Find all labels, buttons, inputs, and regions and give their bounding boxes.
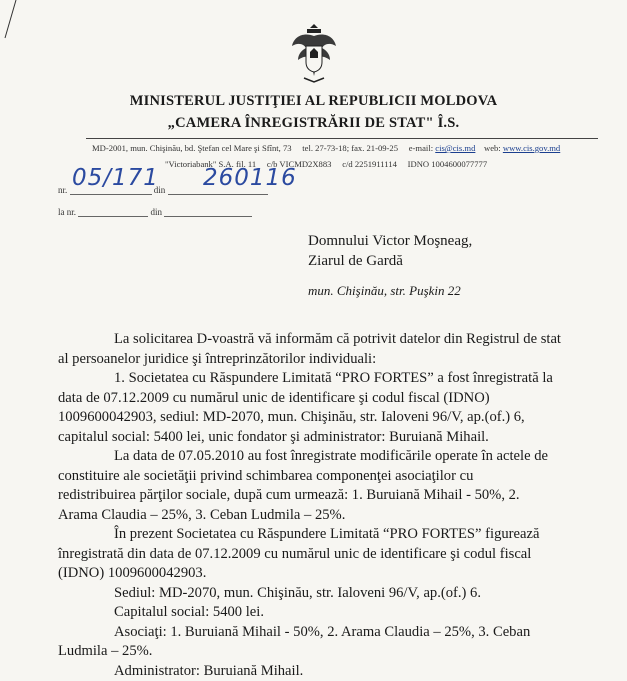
handwritten-number: 05/171 <box>72 165 159 191</box>
ministry-name: MINISTERUL JUSTIŢIEI AL REPUBLICII MOLDOVA <box>0 93 627 110</box>
email-link[interactable]: cis@cis.md <box>435 143 475 153</box>
recipient-address: mun. Chişinău, str. Puşkin 22 <box>308 283 461 299</box>
body-line: constituire ale societăţii privind schimbarea componenţei asociaţilor cu <box>58 467 610 487</box>
bank-code: c/b VICMD2X883 <box>267 159 332 169</box>
body-line: redistribuirea părţilor sociale, după cum urmează: 1. Buruiană Mihail - 50%, 2. <box>58 486 610 506</box>
body-line: Arama Claudia – 25%, 3. Ceban Ludmila – 25%. <box>58 506 610 526</box>
idno-code: IDNO 1004600077777 <box>408 159 488 169</box>
nr-label: nr. <box>58 185 67 195</box>
body-line: 1009600042903, sediul: MD-2070, mun. Chişinău, str. Ialoveni 96/V, ap.(of.) 6, <box>58 408 610 428</box>
header-divider <box>86 138 598 139</box>
body-line: 1. Societatea cu Răspundere Limitată “PRO FORTES” a fost înregistrată la <box>58 369 610 389</box>
contact-phone: tel. 27-73-18; fax. 21-09-25 <box>302 143 398 153</box>
contact-address: MD-2001, mun. Chişinău, bd. Ştefan cel Mare şi Sfînt, 73 <box>92 143 292 153</box>
recipient-name: Domnului Victor Moşneag, <box>308 233 472 250</box>
bank-account: c/d 2251911114 <box>342 159 397 169</box>
body-line: Asociaţi: 1. Buruiană Mihail - 50%, 2. Arama Claudia – 25%, 3. Ceban <box>58 623 610 643</box>
pen-mark-icon <box>2 0 18 40</box>
body-line: data de 07.12.2009 cu numărul unic de identificare şi codul fiscal (IDNO) <box>58 389 610 409</box>
la-nr-blank <box>78 216 148 217</box>
din-label-2: din <box>151 207 163 217</box>
body-line: Ludmila – 25%. <box>58 642 610 662</box>
body-line: al persoanelor juridice şi întreprinzătorilor individuali: <box>58 350 610 370</box>
la-nr-label: la nr. <box>58 207 76 217</box>
email-label: e-mail: <box>409 143 433 153</box>
din-label: din <box>154 185 166 195</box>
body-line: În prezent Societatea cu Răspundere Limitată “PRO FORTES” figurează <box>58 525 610 545</box>
reference-line-incoming <box>58 207 252 217</box>
body-line: Sediul: MD-2070, mun. Chişinău, str. Ialoveni 96/V, ap.(of.) 6. <box>58 584 610 604</box>
bank-name: "Victoriabank" S.A. fil. 11 <box>165 159 256 169</box>
coat-of-arms-icon <box>290 22 338 84</box>
institution-name: „CAMERA ÎNREGISTRĂRII DE STAT" Î.S. <box>0 115 627 132</box>
body-line: capitalul social: 5400 lei, unic fondator şi administrator: Buruiană Mihail. <box>58 428 610 448</box>
body-line: La solicitarea D-voastră vă informăm că potrivit datelor din Registrul de stat <box>58 330 610 350</box>
body-line: La data de 07.05.2010 au fost înregistrate modificările operate în actele de <box>58 447 610 467</box>
contact-line-1 <box>92 143 560 153</box>
body-line: Administrator: Buruiană Mihail. <box>58 662 610 681</box>
body-line: Capitalul social: 5400 lei. <box>58 603 610 623</box>
web-label: web: <box>484 143 501 153</box>
nr-blank <box>70 194 152 195</box>
la-date-blank <box>164 216 252 217</box>
date-blank <box>168 194 268 195</box>
letter-body <box>58 330 610 681</box>
recipient-organization: Ziarul de Gardă <box>308 253 403 270</box>
web-link[interactable]: www.cis.gov.md <box>503 143 560 153</box>
body-line: înregistrată din data de 07.12.2009 cu numărul unic de identificare şi codul fiscal <box>58 545 610 565</box>
body-line: (IDNO) 1009600042903. <box>58 564 610 584</box>
handwritten-date: 260116 <box>203 165 297 191</box>
